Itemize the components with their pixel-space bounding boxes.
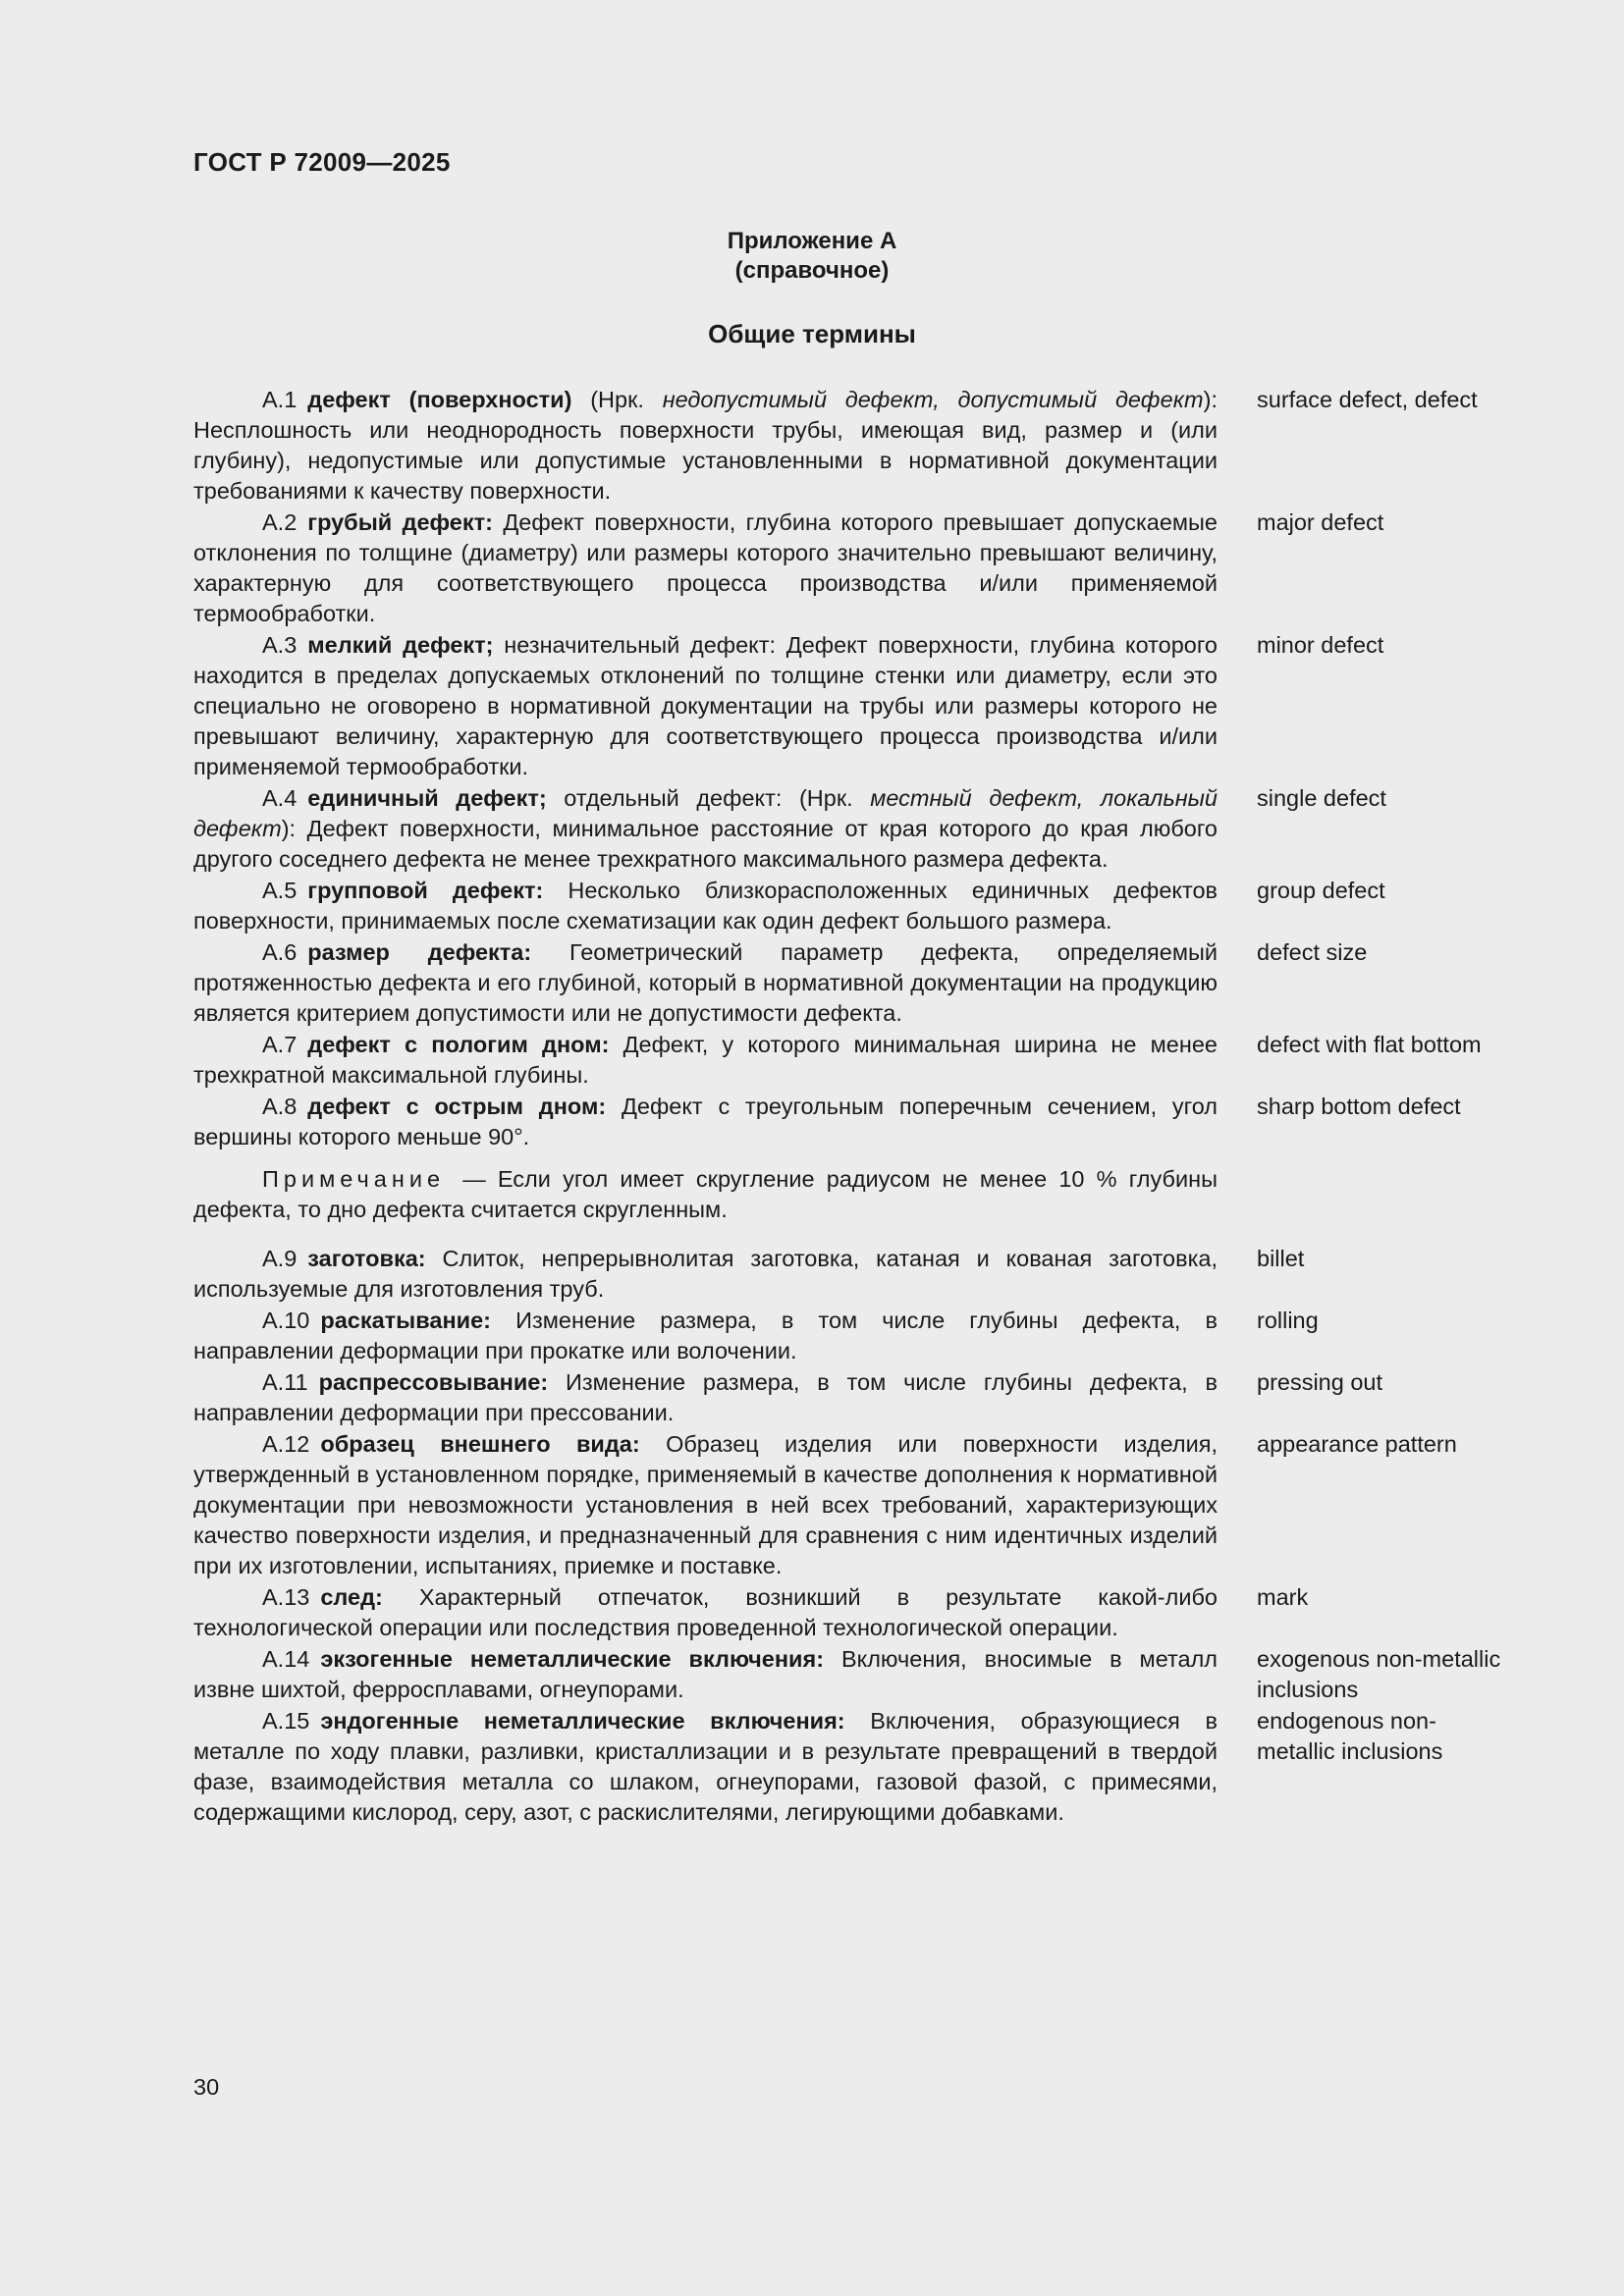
term-number: А.7 bbox=[262, 1032, 298, 1057]
term-english: endogenous non-metallic inclusions bbox=[1257, 1708, 1443, 1764]
note-text: — Если угол имеет скругление радиусом не менее 10 % глубины дефекта, то дно дефекта считается скругленным. bbox=[193, 1166, 1218, 1222]
term-entry bbox=[193, 1030, 1512, 1091]
document-code: ГОСТ Р 72009—2025 bbox=[193, 147, 451, 177]
term-text: Слиток, непрерывнолитая заготовка, катаная и кованая заготовка, используемые для изготовления труб. bbox=[193, 1246, 1218, 1302]
term-number: А.8 bbox=[262, 1094, 298, 1119]
term-english: appearance pattern bbox=[1257, 1431, 1457, 1457]
term-definition bbox=[193, 1644, 1218, 1705]
term-definition bbox=[193, 1306, 1218, 1366]
term-english: exogenous non-metallic inclusions bbox=[1257, 1646, 1501, 1702]
term-text: Несколько близкорасположенных единичных дефектов поверхности, принимаемых после схематизации как один дефект большого размера. bbox=[193, 878, 1218, 934]
term-definition bbox=[193, 1092, 1218, 1152]
term-name: образец внешнего вида: bbox=[320, 1431, 640, 1457]
term-number: А.12 bbox=[262, 1431, 310, 1457]
term-definition bbox=[193, 385, 1218, 507]
term-entry bbox=[193, 385, 1512, 507]
term-name: дефект (поверхности) bbox=[307, 387, 572, 412]
term-english: billet bbox=[1257, 1246, 1305, 1271]
term-name: экзогенные неметаллические включения: bbox=[320, 1646, 825, 1672]
term-name: групповой дефект: bbox=[307, 878, 544, 903]
term-text: Включения, вносимые в металл извне шихтой, ферросплавами, огнеупорами. bbox=[193, 1646, 1218, 1702]
term-definition bbox=[193, 783, 1218, 875]
term-deprecated: местный дефект, локальный дефект bbox=[193, 785, 1218, 841]
term-definition bbox=[193, 507, 1218, 629]
term-name: мелкий дефект; bbox=[307, 632, 494, 658]
term-english: defect with flat bottom bbox=[1257, 1032, 1482, 1057]
term-number: А.13 bbox=[262, 1584, 310, 1610]
term-pre: (Нрк. bbox=[571, 387, 663, 412]
term-definition bbox=[193, 1706, 1218, 1828]
term-number: А.1 bbox=[262, 387, 298, 412]
term-text: Включения, образующиеся в металле по ходу плавки, разливки, кристаллизации и в результате превращений в твердой фазе, взаимодействия металла со шлаком, огнеупорами, газовой фазой, с примесями, содержащими кислород, серу, азот, с раскислителями, легирующими добавками. bbox=[193, 1708, 1218, 1825]
term-text: Дефект с треугольным поперечным сечением, угол вершины которого меньше 90°. bbox=[193, 1094, 1218, 1149]
term-name: заготовка: bbox=[307, 1246, 426, 1271]
term-text: Характерный отпечаток, возникший в результате какой-либо технологической операции или последствия проведенной технологической операции. bbox=[193, 1584, 1218, 1640]
term-text: Геометрический параметр дефекта, определяемый протяженностью дефекта и его глубиной, который в нормативной документации на продукцию является критерием допустимости или не допустимости дефекта. bbox=[193, 939, 1218, 1026]
term-entry bbox=[193, 1244, 1512, 1305]
term-text: Дефект поверхности, глубина которого превышает допускаемые отклонения по толщине (диаметру) или размеры которого значительно превышают величину, характерную для соответствующего процесса производства и/или применяемой термообработки. bbox=[193, 509, 1218, 626]
term-text: незначительный дефект: Дефект поверхности, глубина которого находится в пределах допускаемых отклонений по толщине стенки или диаметру, если это специально не оговорено в нормативной документации на трубы или размеры которого не превышают величину, характерную для соответствующего процесса производства и/или применяемой термообработки. bbox=[193, 632, 1218, 779]
term-pre: отдельный дефект: (Нрк. bbox=[546, 785, 871, 811]
term-english: mark bbox=[1257, 1584, 1309, 1610]
term-number: А.2 bbox=[262, 509, 298, 535]
term-definition bbox=[193, 1030, 1218, 1091]
term-english: rolling bbox=[1257, 1308, 1319, 1333]
term-number: А.5 bbox=[262, 878, 298, 903]
term-text: ): Дефект поверхности, минимальное расстояние от края которого до края любого другого соседнего дефекта не менее трехкратного максимального размера дефекта. bbox=[193, 816, 1218, 872]
appendix-type: (справочное) bbox=[734, 257, 890, 284]
term-text: Изменение размера, в том числе глубины дефекта, в направлении деформации при прокатке или волочении. bbox=[193, 1308, 1218, 1363]
term-entry bbox=[193, 1306, 1512, 1366]
section-title: Общие термины bbox=[708, 319, 916, 348]
term-definition bbox=[193, 1367, 1218, 1428]
term-deprecated: недопустимый дефект, допустимый дефект bbox=[662, 387, 1204, 412]
appendix-title: Приложение А bbox=[727, 228, 897, 254]
term-entry bbox=[193, 1092, 1512, 1152]
term-name: раскатывание: bbox=[320, 1308, 491, 1333]
term-definition bbox=[193, 1429, 1218, 1581]
term-number: А.10 bbox=[262, 1308, 310, 1333]
term-english: surface defect, defect bbox=[1257, 387, 1478, 412]
term-name: размер дефекта: bbox=[307, 939, 532, 965]
term-entry bbox=[193, 1706, 1512, 1828]
term-english: single defect bbox=[1257, 785, 1386, 811]
term-entry bbox=[193, 1429, 1512, 1581]
page-number: 30 bbox=[193, 2074, 220, 2100]
term-english: group defect bbox=[1257, 878, 1385, 903]
term-number: А.3 bbox=[262, 632, 298, 658]
term-number: А.4 bbox=[262, 785, 298, 811]
term-number: А.11 bbox=[262, 1369, 308, 1395]
term-definition bbox=[193, 1244, 1218, 1305]
term-text: Дефект, у которого минимальная ширина не менее трехкратной максимальной глубины. bbox=[193, 1032, 1218, 1088]
term-entry bbox=[193, 630, 1512, 782]
term-text: ): Несплошность или неоднородность поверхности трубы, имеющая вид, размер и (или глубину), недопустимые или допустимые установленными в нормативной документации требованиями к качеству поверхности. bbox=[193, 387, 1218, 504]
note bbox=[193, 1164, 1218, 1225]
term-name: распрессовывание: bbox=[318, 1369, 549, 1395]
term-number: А.9 bbox=[262, 1246, 298, 1271]
term-entry bbox=[193, 507, 1512, 629]
term-text: Образец изделия или поверхности изделия, утвержденный в установленном порядке, применяемый в качестве дополнения к нормативной документации при невозможности установления в ней всех требований, характеризующих качество поверхности изделия, и предназначенный для сравнения с ним идентичных изделий при их изготовлении, испытаниях, приемке и поставке. bbox=[193, 1431, 1218, 1578]
term-name: грубый дефект: bbox=[307, 509, 493, 535]
terms-list bbox=[193, 385, 1512, 1829]
term-number: А.15 bbox=[262, 1708, 310, 1734]
term-english: major defect bbox=[1257, 509, 1384, 535]
term-entry bbox=[193, 876, 1512, 936]
term-english: minor defect bbox=[1257, 632, 1384, 658]
term-entry bbox=[193, 937, 1512, 1029]
term-text: Изменение размера, в том числе глубины дефекта, в направлении деформации при прессовании. bbox=[193, 1369, 1218, 1425]
term-definition bbox=[193, 937, 1218, 1029]
term-entry bbox=[193, 783, 1512, 875]
term-entry bbox=[193, 1582, 1512, 1643]
term-definition bbox=[193, 1582, 1218, 1643]
term-name: след: bbox=[320, 1584, 383, 1610]
term-name: дефект с острым дном: bbox=[307, 1094, 607, 1119]
term-number: А.6 bbox=[262, 939, 298, 965]
term-number: А.14 bbox=[262, 1646, 310, 1672]
term-english: sharp bottom defect bbox=[1257, 1094, 1461, 1119]
term-name: дефект с пологим дном: bbox=[307, 1032, 610, 1057]
term-english: defect size bbox=[1257, 939, 1368, 965]
term-name: эндогенные неметаллические включения: bbox=[320, 1708, 845, 1734]
term-english: pressing out bbox=[1257, 1369, 1383, 1395]
note-label: Примечание bbox=[262, 1166, 446, 1192]
term-entry bbox=[193, 1367, 1512, 1428]
term-entry bbox=[193, 1644, 1512, 1705]
term-definition bbox=[193, 876, 1218, 936]
term-definition bbox=[193, 630, 1218, 782]
term-name: единичный дефект; bbox=[307, 785, 547, 811]
